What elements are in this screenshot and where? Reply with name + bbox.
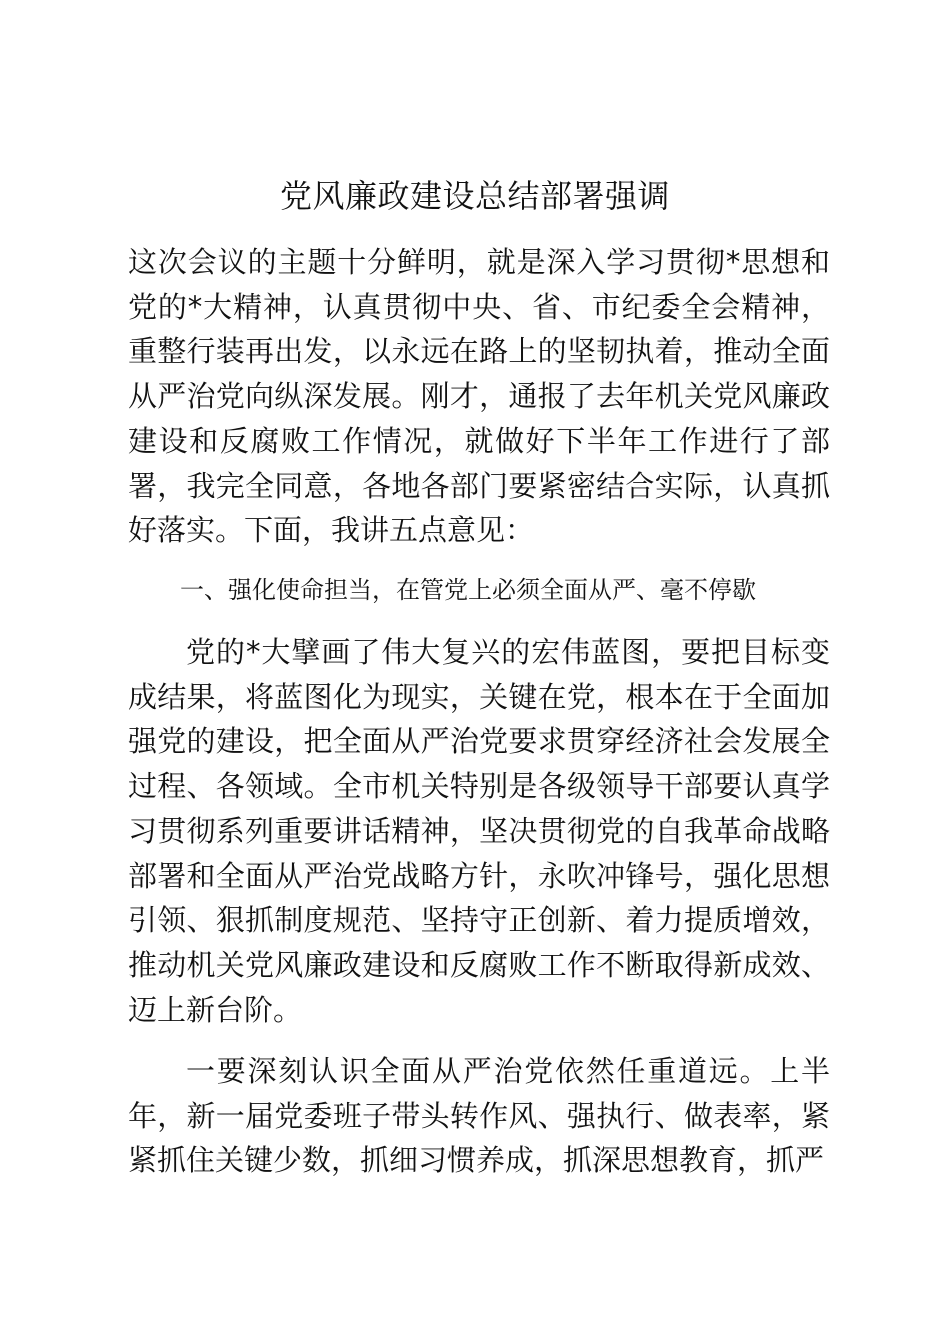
document-title: 党风廉政建设总结部署强调 — [279, 177, 670, 215]
section-body-paragraph: 党的*大擘画了伟大复兴的宏伟蓝图，要把目标变成结果，将蓝图化为现实，关键在党，根本在于全面加强党的建设，把全面从严治党要求贯穿经济社会发展全过程、各领域。全市机关特别是各级领导干部要认真学习贯彻系列重要讲话精神，坚决贯彻党的自我革命战略部署和全面从严治党战略方针，永吹冲锋号，强化思想引领、狠抓制度规范、坚持守正创新、着力提质增效，推动机关党风廉政建设和反腐败工作不断取得新成效、迈上新台阶。 — [128, 635, 830, 1027]
point-one-paragraph: 一要深刻认识全面从严治党依然任重道远。上半年，新一届党委班子带头转作风、强执行、做表率，紧紧抓住关键少数，抓细习惯养成，抓深思想教育，抓严 — [128, 1054, 830, 1178]
section-heading: 一、强化使命担当，在管党上必须全面从严、毫不停歇 — [180, 576, 756, 604]
intro-paragraph: 这次会议的主题十分鲜明，就是深入学习贯彻*思想和党的*大精神，认真贯彻中央、省、市纪委全会精神，重整行装再出发，以永远在路上的坚韧执着，推动全面从严治党向纵深发展。刚才，通报了去年机关党风廉政建设和反腐败工作情况，就做好下半年工作进行了部署，我完全同意，各地各部门要紧密结合实际，认真抓好落实。下面，我讲五点意见： — [128, 245, 830, 548]
